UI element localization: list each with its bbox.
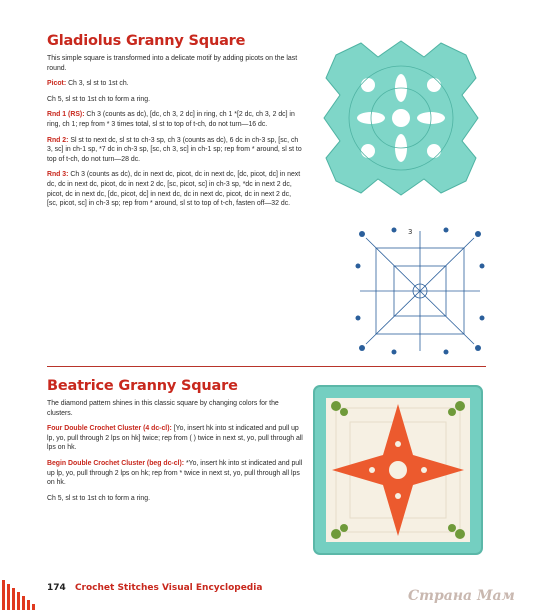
book-title: Crochet Stitches Visual Encyclopedia xyxy=(74,583,263,593)
rnd3-text: Ch 3 (counts as dc), dc in next dc, picot, dc in next dc, [dc, picot, dc] in next dc, dc in next dc, picot, dc in next 2 dc, [sc, picot, sc] in ch-3 sp, *dc in next 2 dc, picot, dc in next dc, [dc, picot, dc] in next dc, dc in next dc, picot, dc in next 2 dc, [sc, picot, sc] in ch-3 sp; rep from * around, sl st to top of t-ch, fasten off—32 dc. xyxy=(47,171,301,208)
cluster-label: Four Double Crochet Cluster (4 dc-cl): xyxy=(47,425,172,433)
footer-decoration xyxy=(0,580,40,610)
rnd1-instruction xyxy=(47,110,303,129)
rnd3-instruction xyxy=(47,170,303,208)
beatrice-start: Ch 5, sl st to 1st ch to form a ring. xyxy=(47,494,151,502)
gladiolus-intro: This simple square is transformed into a delicate motif by adding picots on the last round. xyxy=(47,55,298,72)
chart-label: 3 xyxy=(408,228,413,236)
cluster-instruction xyxy=(47,424,303,453)
picot-label: Picot: xyxy=(47,80,67,88)
beg-cluster-text: *Yo, insert hk into st indicated and pull up lp, yo, pull through 2 lps on hk; rep from * twice in next st, yo, pull through all lps on hk. xyxy=(47,459,303,487)
picot-instruction xyxy=(47,79,303,89)
stitch-chart xyxy=(354,226,486,356)
rnd2-instruction xyxy=(47,136,303,165)
page-footer xyxy=(47,583,262,593)
section-divider xyxy=(47,366,486,367)
beatrice-photo xyxy=(310,382,486,558)
picot-text: Ch 3, sl st to 1st ch. xyxy=(66,80,129,88)
gladiolus-photo xyxy=(316,33,486,203)
beatrice-intro: The diamond pattern shines in this classic square by changing colors for the clusters. xyxy=(47,400,279,417)
gladiolus-section xyxy=(47,33,303,215)
rnd2-text: Sl st to next dc, sl st to ch-3 sp, ch 3 (counts as dc), 6 dc in ch-3 sp, [sc, ch 3, sc] in ch-1 sp, *7 dc in ch-3 sp, [sc, ch 3, sc] in ch-1 sp; rep from * around, sl st to top of t-ch, do not turn—28 dc. xyxy=(47,136,302,163)
cluster-text: [Yo, insert hk into st indicated and pull up lp, yo, pull through 2 lps on hk] twice; rep from ( ) twice in next st, yo, pull through all lps on hk. xyxy=(47,425,303,452)
site-watermark: Страна Мам xyxy=(408,588,515,604)
beatrice-section xyxy=(47,378,303,509)
gladiolus-title: Gladiolus Granny Square xyxy=(47,33,246,49)
rnd1-text: Ch 3 (counts as dc), [dc, ch 3, 2 dc] in ring, ch 1 *[2 dc, ch 3, 2 dc] in ring, ch 1; rep from * 3 times total, sl st to top of t-ch, do not turn—16 dc. xyxy=(47,111,295,128)
page-number: 174 xyxy=(47,583,66,593)
gladiolus-start: Ch 5, sl st to 1st ch to form a ring. xyxy=(47,95,151,103)
rnd3-label: Rnd 3: xyxy=(47,171,69,179)
beg-cluster-label: Begin Double Crochet Cluster (beg dc-cl): xyxy=(47,459,185,467)
beg-cluster-instruction xyxy=(47,459,303,488)
beatrice-title: Beatrice Granny Square xyxy=(47,378,238,394)
rnd2-label: Rnd 2: xyxy=(47,136,69,144)
rnd1-label: Rnd 1 (RS): xyxy=(47,111,85,119)
